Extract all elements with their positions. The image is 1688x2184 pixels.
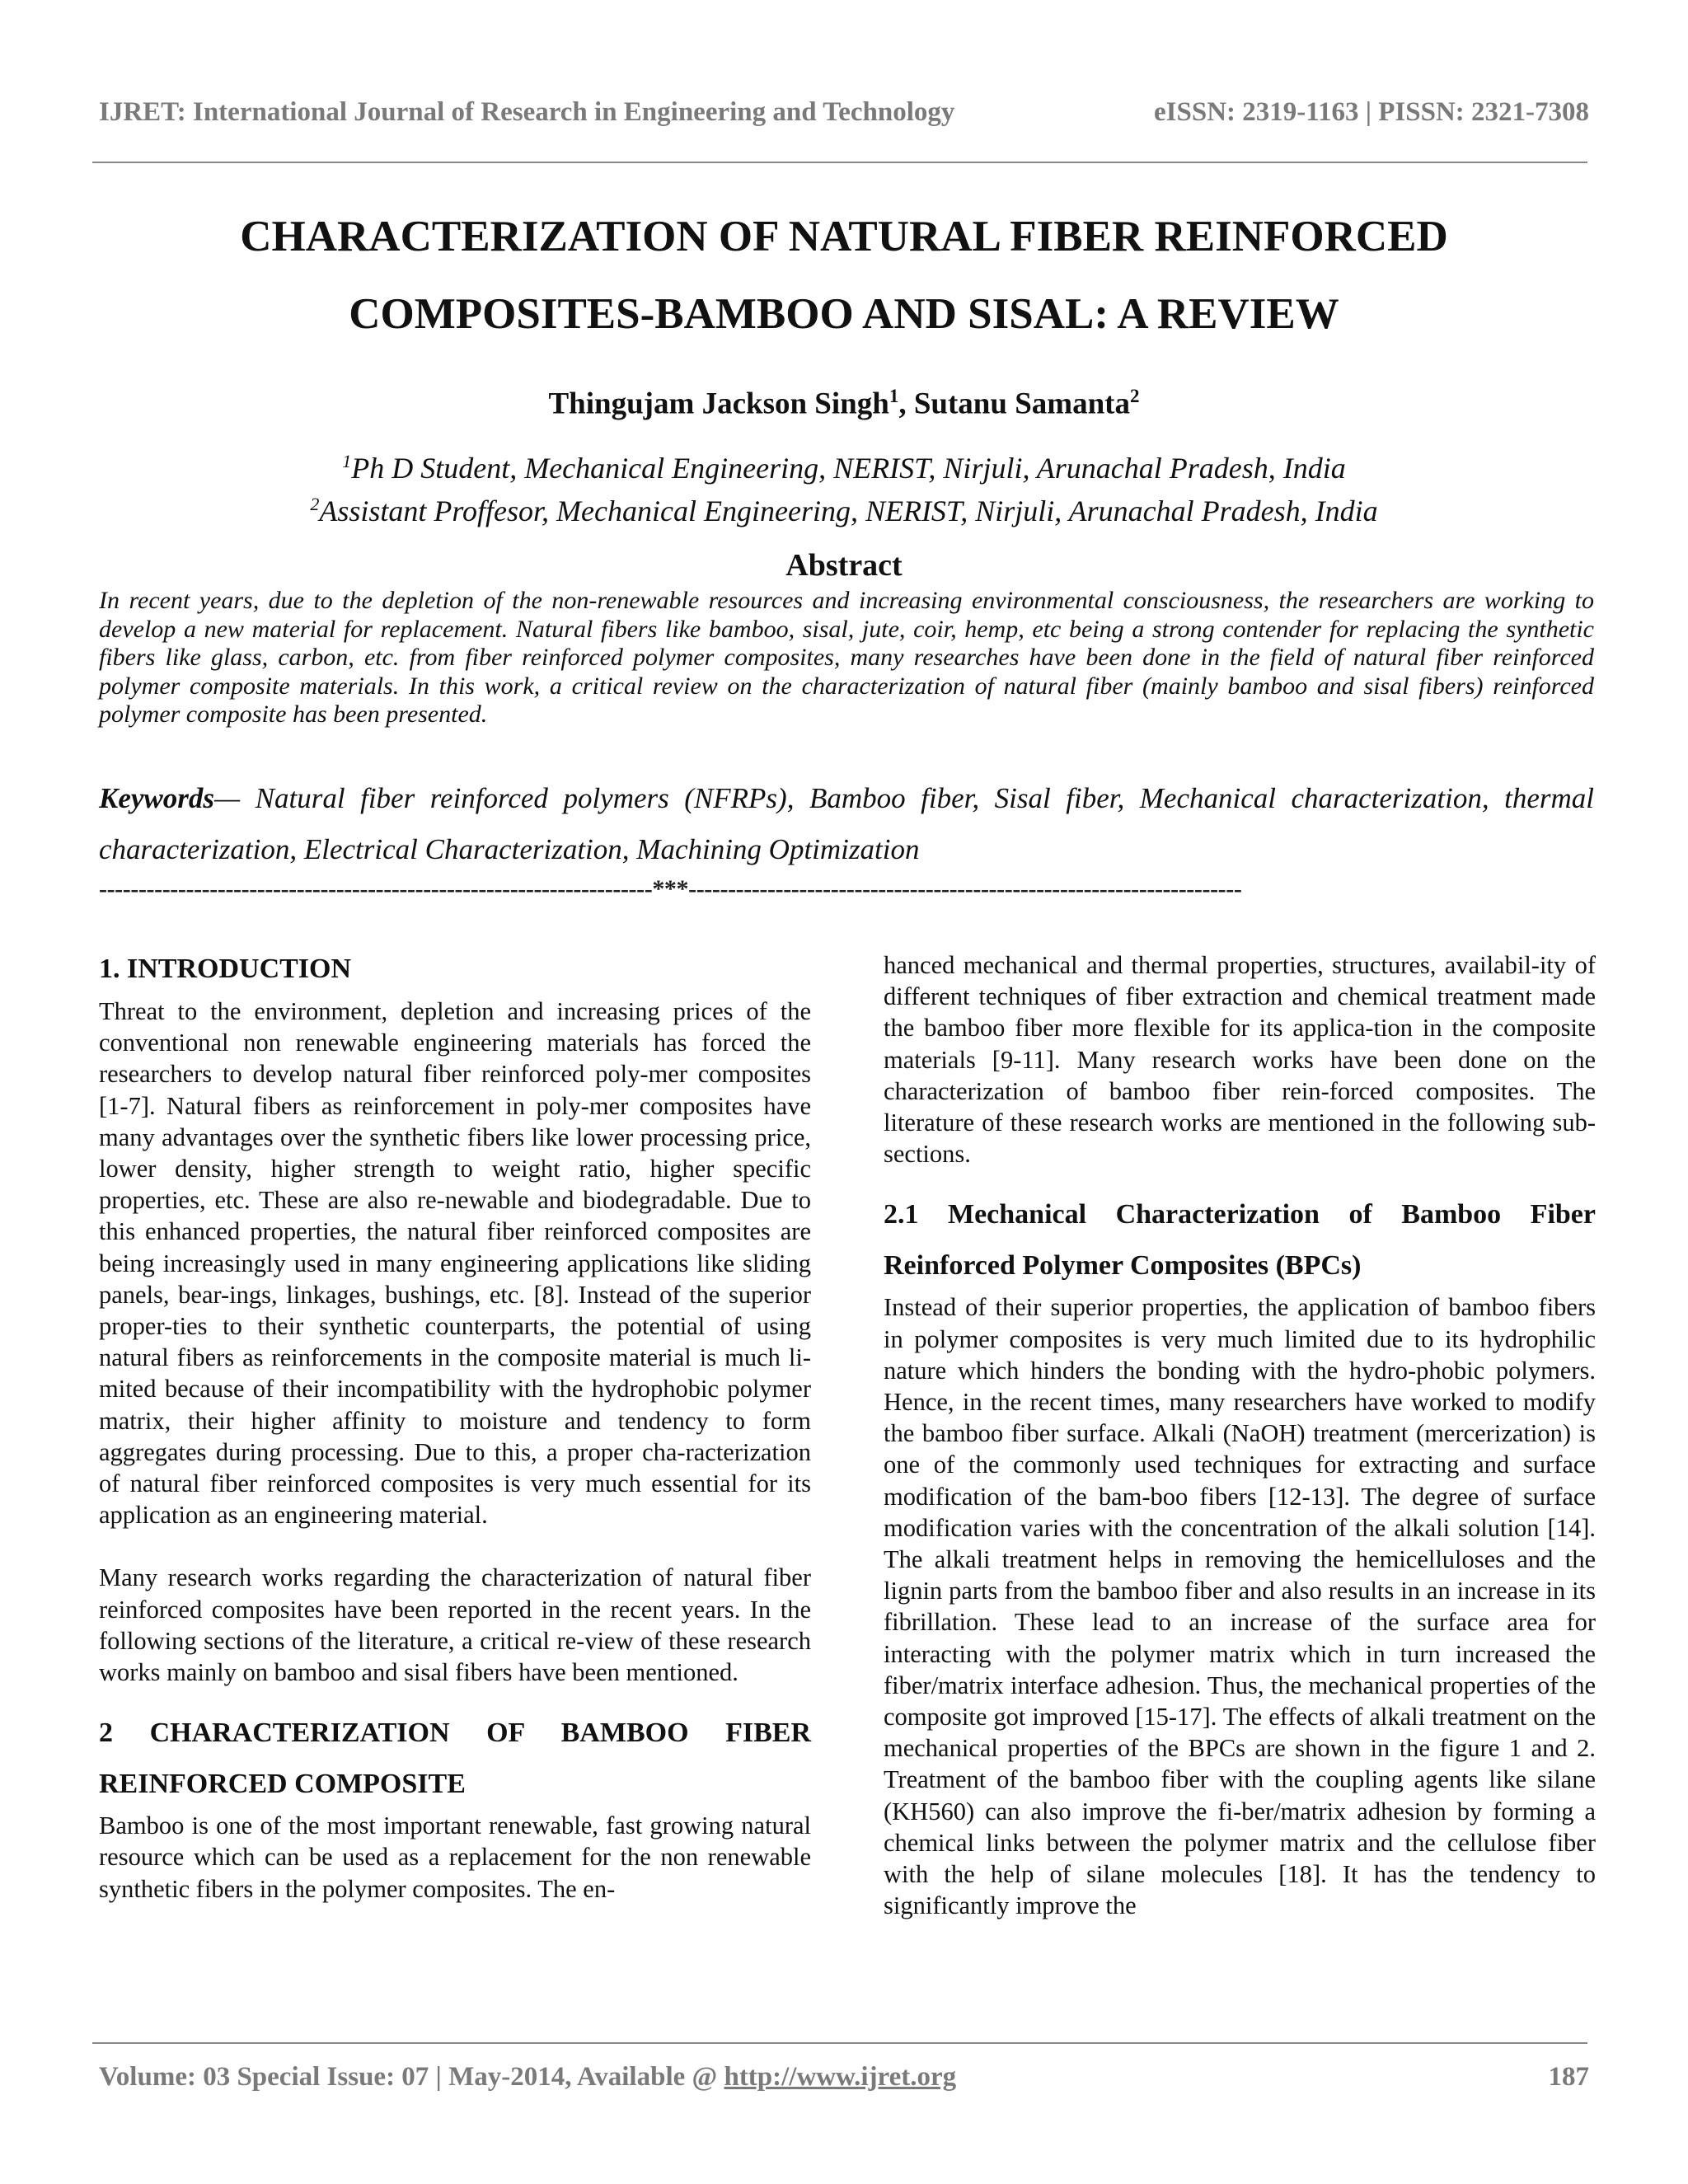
- affiliation-1-text: Ph D Student, Mechanical Engineering, NERIST, Nirjuli, Arunachal Pradesh, India: [351, 452, 1346, 485]
- running-header: [99, 97, 1589, 128]
- affiliation-2-text: Assistant Proffesor, Mechanical Engineering, NERIST, Nirjuli, Arunachal Pradesh, India: [319, 494, 1378, 527]
- affiliation-2: [0, 486, 1688, 529]
- affiliations: [0, 443, 1688, 529]
- author-2-sup: 2: [1130, 386, 1140, 406]
- abstract-heading: Abstract: [785, 548, 903, 583]
- paper-title: [82, 198, 1606, 353]
- author-2: Sutanu Samanta: [913, 387, 1130, 421]
- footer-volume-text: Volume: 03 Special Issue: 07 | May-2014, Available @: [99, 2062, 724, 2092]
- intro-heading: 1. INTRODUCTION: [99, 954, 352, 984]
- page-number: 187: [1548, 2062, 1589, 2092]
- title-line-1: CHARACTERIZATION OF NATURAL FIBER REINFORCED: [240, 213, 1448, 260]
- keywords-label: Keywords: [99, 782, 214, 814]
- author-1-sup: 1: [889, 386, 899, 406]
- intro-paragraph-1: Threat to the environment, depletion and increasing prices of the conventional non renewable engineering materials has forced the researchers to develop natural fiber reinforced poly-mer composites [1-7]. Natural fibers as reinforcement in poly-mer composites have many advantages over the synthetic fibers like lower processing price, lower density, higher strength to weight ratio, higher specific properties, etc. These are also re-newable and biodegradable. Due to this enhanced properties, the natural fiber reinforced composites are being increasingly used in many engineering applications like sliding panels, bear-ings, linkages, bushings, etc. [8]. Instead of the superior proper-ties to their synthetic counterparts, the potential of using natural fibers as reinforcements in the composite material is much li-mited because of their incompatibility with the hydrophobic polymer matrix, their higher affinity to moisture and tendency to form aggregates during processing. Due to this, a proper cha-racterization of natural fiber reinforced composites is very much essential for its application as an engineering material.: [99, 997, 811, 1530]
- intro-paragraph-2: Many research works regarding the characterization of natural fiber reinforced composites have been reported in the recent years. In the following sections of the literature, a critical re-view of these research works mainly on bamboo and sisal fibers have been mentioned.: [99, 1563, 811, 1687]
- issn-info: eISSN: 2319-1163 | PISSN: 2321-7308: [1154, 97, 1589, 127]
- title-line-2: COMPOSITES-BAMBOO AND SISAL: A REVIEW: [349, 290, 1339, 338]
- running-footer: [99, 2062, 1589, 2093]
- abstract-text: In recent years, due to the depletion of the non-renewable resources and increasing environmental consciousness, the researchers are working to develop a new material for replacement. Natural fibers like bamboo, sisal, jute, coir, hemp, etc being a strong contender for replacing the synthetic fibers like glass, carbon, etc. from fiber reinforced polymer composites, many researches have been done in the field of natural fiber reinforced polymer composite materials. In this work, a critical review on the characterization of natural fiber (mainly bamboo and sisal fibers) reinforced polymer composite has been presented.: [99, 587, 1594, 728]
- right-column: [884, 949, 1596, 1921]
- section-separator: ----------------------------------------------------------------------***----------------------------------------------------------------------: [99, 875, 1242, 902]
- keywords: [99, 773, 1594, 875]
- section-2-heading: 2 CHARACTERIZATION OF BAMBOO FIBER REINFORCED COMPOSITE: [99, 1718, 811, 1800]
- section-2-paragraph-1-continued: hanced mechanical and thermal properties, structures, availabil-ity of different techniques of fiber extraction and chemical treatment made the bamboo fiber more flexible for its applica-tion in the composite materials [9-11]. Many research works have been done on the characterization of bamboo fiber rein-forced composites. The literature of these research works are mentioned in the following sub-sections.: [884, 951, 1596, 1169]
- left-column: [99, 949, 811, 1905]
- footer-rule: [92, 2042, 1587, 2044]
- header-rule: [92, 162, 1587, 163]
- author-list: [0, 386, 1688, 421]
- section-2-paragraph-1: Bamboo is one of the most important renewable, fast growing natural resource which can be used as a replacement for the non renewable synthetic fibers in the polymer composites. The en-: [99, 1811, 811, 1903]
- section-2-1-heading: 2.1 Mechanical Characterization of Bamboo Fiber Reinforced Polymer Composites (BPCs): [884, 1199, 1596, 1282]
- affiliation-1: [0, 443, 1688, 486]
- keywords-text: Natural fiber reinforced polymers (NFRPs), Bamboo fiber, Sisal fiber, Mechanical characterization, thermal characterization, Electrical Characterization, Machining Optimization: [99, 782, 1595, 865]
- author-1: Thingujam Jackson Singh: [548, 387, 889, 421]
- author-separator: ,: [898, 387, 914, 421]
- affiliation-2-sup: 2: [310, 494, 320, 514]
- keywords-dash: —: [214, 782, 256, 814]
- journal-url-link[interactable]: http://www.ijret.org: [724, 2062, 957, 2092]
- footer-volume-info: [99, 2062, 956, 2093]
- journal-name: IJRET: International Journal of Research in Engineering and Technology: [99, 97, 955, 127]
- affiliation-1-sup: 1: [342, 451, 352, 471]
- section-2-1-paragraph-1: Instead of their superior properties, the application of bamboo fibers in polymer composites is very much limited due to its hydrophilic nature which hinders the bonding with the hydro-phobic polymers. Hence, in the recent times, many researchers have worked to modify the bamboo fiber surface. Alkali (NaOH) treatment (mercerization) is one of the commonly used techniques for extracting and surface modification of the bam-boo fibers [12-13]. The degree of surface modification varies with the concentration of the alkali solution [14]. The alkali treatment helps in removing the hemicelluloses and the lignin parts from the bamboo fiber and also results in an increase in its fibrillation. These lead to an increase of the surface area for interacting with the polymer matrix which in turn increased the fiber/matrix interface adhesion. Thus, the mechanical properties of the composite got improved [15-17]. The effects of alkali treatment on the mechanical properties of the BPCs are shown in the figure 1 and 2. Treatment of the bamboo fiber with the coupling agents like silane (KH560) can also improve the fi-ber/matrix adhesion by forming a chemical links between the polymer matrix and the cellulose fiber with the help of silane molecules [18]. It has the tendency to significantly improve the: [884, 1293, 1596, 1920]
